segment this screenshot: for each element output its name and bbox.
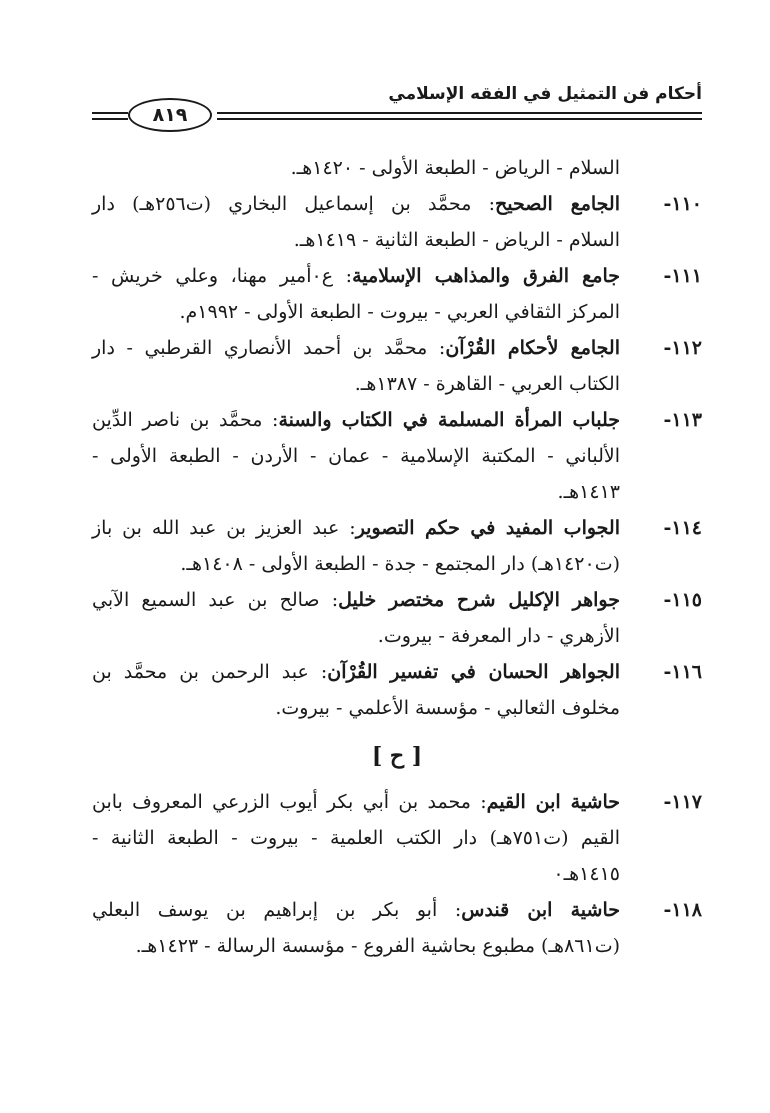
entry-number: ١١٨- xyxy=(663,899,702,921)
entry-number: ١١٤- xyxy=(663,517,702,539)
bibliography-entry xyxy=(92,654,702,726)
bibliography-entry xyxy=(92,510,702,582)
bibliography-entry xyxy=(92,258,702,330)
entry-line xyxy=(92,892,620,928)
entry-number: ١١٦- xyxy=(663,661,702,683)
entry-line xyxy=(92,258,620,294)
entry-title: الجواب المفيد في حكم التصوير xyxy=(355,517,620,539)
bibliography-entry xyxy=(92,330,702,402)
entry-line xyxy=(92,654,620,690)
entry-text: : محمَّد بن أحمد الأنصاري القرطبي - دار xyxy=(92,337,446,359)
entry-line xyxy=(92,582,620,618)
bibliography-entry xyxy=(92,186,702,258)
header-rule xyxy=(217,118,702,120)
entry-text: : محمَّد بن ناصر الدِّين xyxy=(92,409,279,431)
entries-group-jeem xyxy=(92,186,702,726)
entry-line: (ت٨٦١هـ) مطبوع بحاشية الفروع - مؤسسة الرسالة - ١٤٢٣هـ. xyxy=(135,935,620,957)
entry-text: : محمَّد بن إسماعيل البخاري (ت٢٥٦هـ) دار xyxy=(92,193,495,215)
entry-text: : ع٠أمير مهنا، وعلي خريش - xyxy=(92,265,353,287)
entry-line xyxy=(92,510,620,546)
header-rule-left xyxy=(92,118,128,120)
entry-line xyxy=(92,186,620,222)
entry-text: : أبو بكر بن إبراهيم بن يوسف البعلي xyxy=(92,899,462,921)
entry-number: ١١٢- xyxy=(663,337,702,359)
entry-number: ١١٥- xyxy=(663,589,702,611)
entry-title: حاشية ابن القيم xyxy=(486,791,621,813)
entry-line: (ت١٤٢٠هـ) دار المجتمع - جدة - الطبعة الأولى - ١٤٠٨هـ. xyxy=(180,553,620,575)
section-heading: [ ح ] xyxy=(371,743,423,769)
entry-line xyxy=(92,402,620,438)
entry-title: حاشية ابن قندس xyxy=(461,899,620,921)
entry-line: ١٤١٣هـ. xyxy=(557,481,620,503)
entry-line xyxy=(92,784,620,820)
page-number: ٨١٩ xyxy=(128,98,212,132)
bibliography-entry xyxy=(92,402,702,510)
entry-title: الجواهر الحسان في تفسير القُرْآن xyxy=(327,661,621,683)
entry-title: جامع الفرق والمذاهب الإسلامية xyxy=(352,265,621,287)
bibliography-entry xyxy=(92,582,702,654)
bibliography-list xyxy=(92,150,702,964)
entry-line: الأزهري - دار المعرفة - بيروت. xyxy=(377,625,620,647)
page-header xyxy=(92,66,702,128)
entry-text: : محمد بن أبي بكر أيوب الزرعي المعروف بابن xyxy=(92,791,487,813)
bibliography-entry xyxy=(92,784,702,892)
entry-number: ١١٧- xyxy=(663,791,702,813)
entry-line: المركز الثقافي العربي - بيروت - الطبعة الأولى - ١٩٩٢م. xyxy=(179,301,620,323)
header-rule-left xyxy=(92,112,128,114)
continuation-text: السلام - الرياض - الطبعة الأولى - ١٤٢٠هـ. xyxy=(290,157,620,179)
entry-line: مخلوف الثعالبي - مؤسسة الأعلمي - بيروت. xyxy=(275,697,620,719)
header-rule xyxy=(217,112,702,114)
entry-number: ١١٠- xyxy=(663,193,702,215)
entry-line: الكتاب العربي - القاهرة - ١٣٨٧هـ. xyxy=(354,373,620,395)
entry-title: الجامع لأحكام القُرْآن xyxy=(445,337,620,359)
entry-text: : صالح بن عبد السميع الآبي xyxy=(92,589,339,611)
entry-text: : عبد الرحمن بن محمَّد بن xyxy=(92,661,328,683)
entry-line: الألباني - المكتبة الإسلامية - عمان - الأردن - الطبعة الأولى - xyxy=(92,445,620,467)
entry-line xyxy=(92,330,620,366)
entries-group-haa xyxy=(92,784,702,964)
entry-line: القيم (ت٧٥١هـ) دار الكتب العلمية - بيروت - الطبعة الثانية - xyxy=(92,827,620,849)
entry-line: السلام - الرياض - الطبعة الثانية - ١٤١٩هـ. xyxy=(293,229,620,251)
entry-title: الجامع الصحيح xyxy=(494,193,620,215)
entry-title: جواهر الإكليل شرح مختصر خليل xyxy=(338,589,620,611)
entry-text: : عبد العزيز بن عبد الله بن باز xyxy=(92,517,356,539)
entry-number: ١١١- xyxy=(663,265,702,287)
bibliography-entry xyxy=(92,892,702,964)
entry-number: ١١٣- xyxy=(663,409,702,431)
entry-line: ١٤١٥هـ٠ xyxy=(553,863,620,885)
entry-title: جلباب المرأة المسلمة في الكتاب والسنة xyxy=(278,409,620,431)
running-title: أحكام فن التمثيل في الفقه الإسلامي xyxy=(388,84,702,104)
